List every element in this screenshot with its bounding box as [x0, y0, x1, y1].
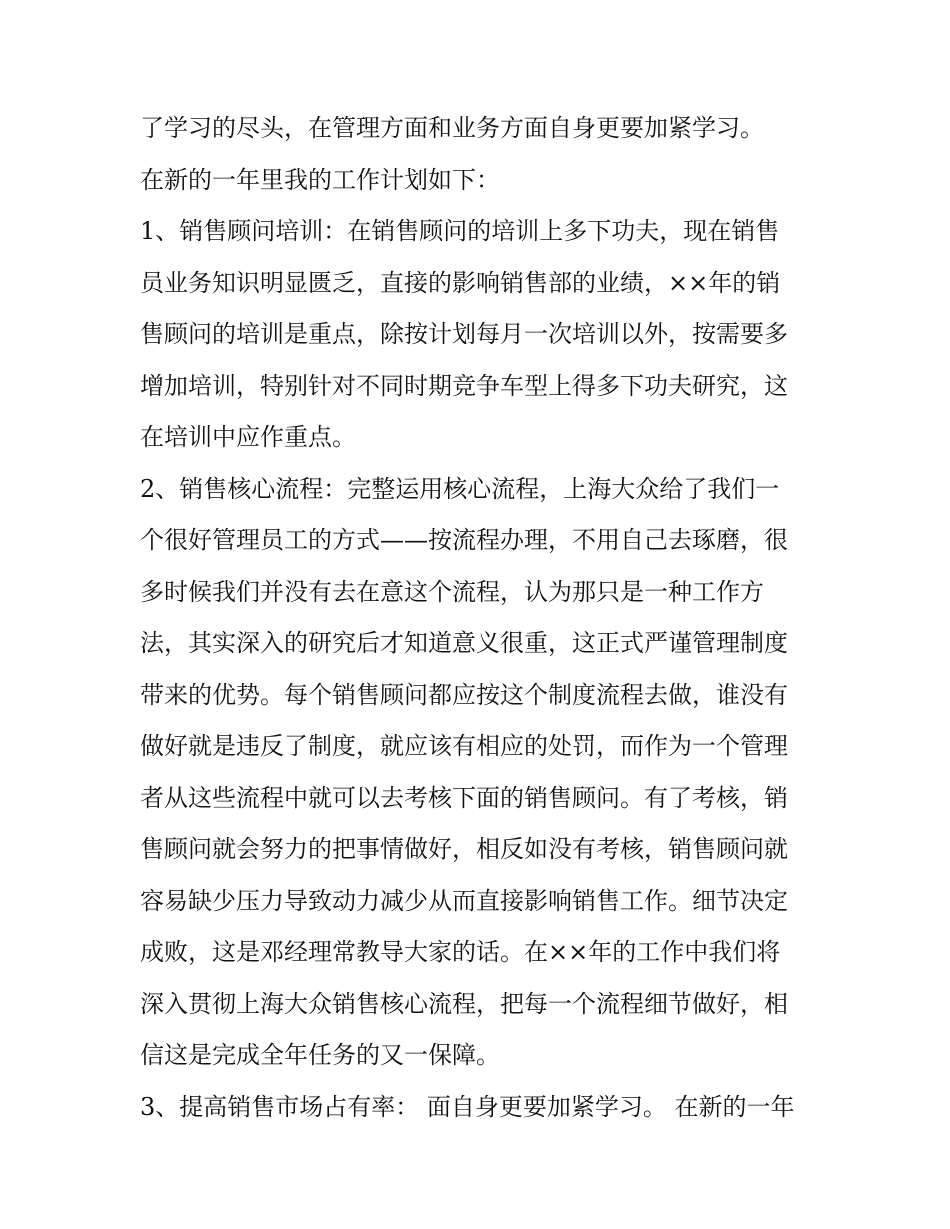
text-line-11: 法，其实深入的研究后才知道意义很重，这正式严谨管理制度: [140, 629, 788, 657]
text-line-18: 深入贯彻上海大众销售核心流程，把每一个流程细节做好，相: [140, 989, 788, 1018]
text-line-7: 在培训中应作重点。: [140, 423, 356, 451]
text-line-8: 2、销售核心流程：完整运用核心流程，上海大众给了我们一: [140, 474, 780, 503]
text-line-13: 做好就是违反了制度，就应该有相应的处罚，而作为一个管理: [140, 732, 788, 760]
text-line-17: 成败，这是邓经理常教导大家的话。在××年的工作中我们将: [140, 938, 781, 966]
text-line-15: 售顾问就会努力的把事情做好，相反如没有考核，销售顾问就: [140, 835, 788, 863]
text-line-1: 了学习的尽头，在管理方面和业务方面自身更要加紧学习。: [140, 114, 764, 142]
text-line-5: 售顾问的培训是重点，除按计划每月一次培训以外，按需要多: [140, 320, 788, 348]
text-line-16: 容易缺少压力导致动力减少从而直接影响销售工作。细节决定: [140, 886, 788, 915]
text-line-12: 带来的优势。每个销售顾问都应按这个制度流程去做，谁没有: [140, 680, 788, 709]
text-line-3: 1、销售顾问培训：在销售顾问的培训上多下功夫，现在销售: [140, 217, 780, 245]
text-line-20: 3、提高销售市场占有率： 面自身更要加紧学习。 在新的一年: [140, 1092, 795, 1121]
text-line-19: 信这是完成全年任务的又一保障。: [140, 1041, 500, 1069]
text-line-10: 多时候我们并没有去在意这个流程，认为那只是一种工作方: [140, 577, 764, 606]
text-line-2: 在新的一年里我的工作计划如下：: [140, 165, 500, 194]
text-line-4: 员业务知识明显匮乏，直接的影响销售部的业绩，××年的销: [140, 268, 781, 297]
text-line-9: 个很好管理员工的方式——按流程办理，不用自己去琢磨，很: [140, 526, 788, 554]
text-line-14: 者从这些流程中就可以去考核下面的销售顾问。有了考核，销: [140, 783, 788, 812]
text-line-6: 增加培训，特别针对不同时期竞争车型上得多下功夫研究，这: [140, 371, 788, 400]
document-body: [140, 103, 812, 1133]
